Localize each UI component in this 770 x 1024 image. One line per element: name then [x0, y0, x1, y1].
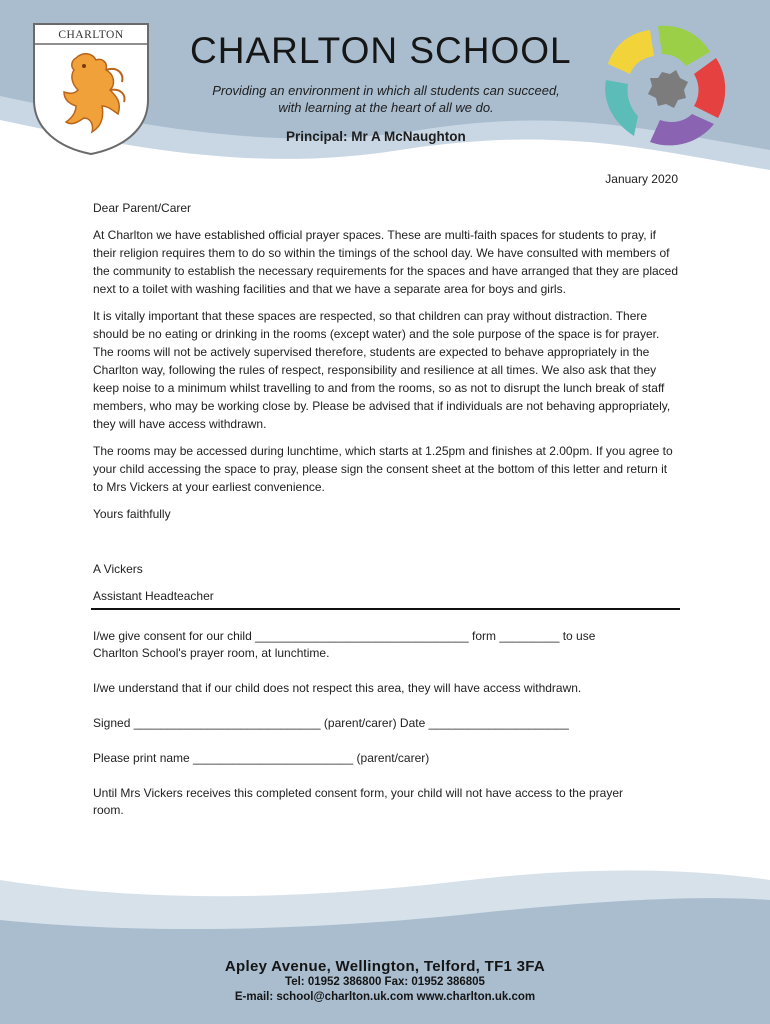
footer-address: Apley Avenue, Wellington, Telford, TF1 3FA	[224, 958, 546, 975]
school-crest-icon	[32, 22, 150, 156]
salutation: Dear Parent/Carer	[93, 201, 192, 215]
consent-until-line-1: Until Mrs Vickers receives this completed consent form, your child will not have access to the prayer	[93, 786, 623, 800]
school-name: CHARLTON SCHOOL	[190, 30, 572, 71]
consent-until-line-2: room.	[93, 803, 124, 817]
footer-phone: Tel: 01952 386800 Fax: 01952 386805	[285, 976, 485, 988]
signatory-name: A Vickers	[93, 562, 143, 576]
consent-print-name-field: Please print name ________________________ (parent/carer)	[93, 751, 430, 765]
consent-line-1: I/we give consent for our child ________________________________ form _________ to use	[93, 629, 596, 643]
signatory-title: Assistant Headteacher	[93, 589, 214, 603]
school-motto	[186, 82, 586, 116]
motto-line-2: with learning at the heart of all we do.	[278, 100, 494, 115]
consent-signed-field: Signed ____________________________ (parent/carer) Date _____________________	[93, 716, 569, 730]
cut-line-divider	[91, 608, 680, 610]
paragraph-access-times: The rooms may be accessed during lunchtime, which starts at 1.25pm and finishes at 2.00pm. If you agree to your child accessing the space to pray, please sign the consent sheet at the bottom of this letter and return it to Mrs Vickers at your earliest convenience.	[93, 444, 673, 494]
consent-line-2: Charlton School's prayer room, at lunchtime.	[93, 646, 330, 660]
crest-label: CHARLTON	[58, 29, 124, 41]
principal-name: Principal: Mr A McNaughton	[286, 129, 466, 144]
school-logo-icon	[596, 22, 738, 150]
closing: Yours faithfully	[93, 507, 171, 521]
paragraph-prayer-spaces: At Charlton we have established official prayer spaces. These are multi-faith spaces for students to pray, if their religion requires them to do so within the timings of the school day. We have consulted with members of the community to establish the necessary requirements for the spaces and have arranged that they are placed next to a toilet with washing facilities and that we have a separate area for boys and girls.	[93, 228, 678, 296]
consent-form	[93, 628, 680, 819]
motto-line-1: Providing an environment in which all students can succeed,	[212, 83, 560, 98]
letter-date: January 2020	[605, 172, 678, 186]
paragraph-respect: It is vitally important that these spaces are respected, so that children can pray without distraction. There should be no eating or drinking in the rooms (except water) and the sole purpose of the space is for prayer. The rooms will not be actively supervised therefore, students are expected to behave appropriately in the Charlton way, following the rules of respect, responsibility and resilience at all times. We also ask that they keep noise to a minimum whilst travelling to and from the rooms, so as not to disrupt the lunch break of staff members, who may be working close by. Please be advised that if individuals are not behaving appropriately, they will have access withdrawn.	[93, 309, 671, 431]
signature-space	[93, 532, 680, 560]
consent-understand: I/we understand that if our child does not respect this area, they will have access withdrawn.	[93, 681, 582, 695]
footer-email-web: E-mail: school@charlton.uk.com www.charlton.uk.com	[234, 991, 536, 1003]
letter-body	[93, 199, 680, 614]
footer	[0, 958, 770, 1005]
